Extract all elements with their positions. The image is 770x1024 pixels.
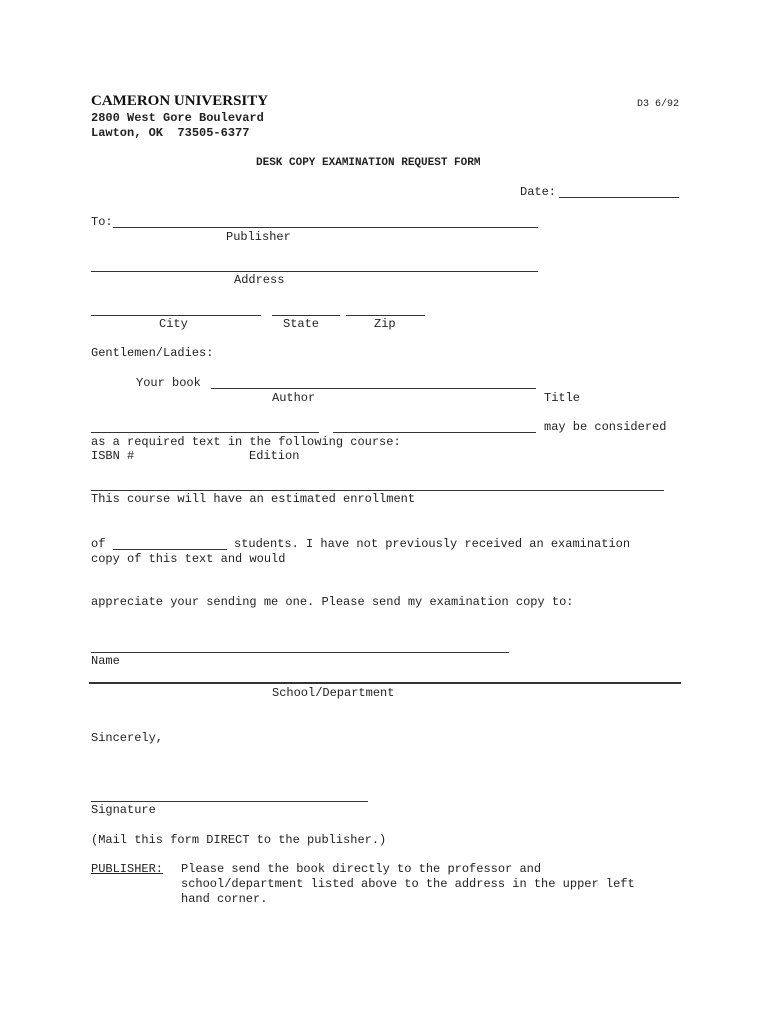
salutation: Gentlemen/Ladies: [91,346,214,360]
date-field[interactable] [559,197,679,198]
title-label: Title [544,391,581,405]
publisher-note-line-3: hand corner. [181,892,268,906]
address-label: Address [234,273,285,287]
edition-label: Edition [249,449,300,463]
zip-label: Zip [374,317,396,331]
state-field[interactable] [272,315,340,316]
address-line-1: 2800 West Gore Boulevard [91,111,264,125]
enrollment-text: This course will have an estimated enrollment [91,492,416,506]
closing: Sincerely, [91,731,164,745]
zip-field[interactable] [346,315,425,316]
signature-field[interactable] [91,801,368,802]
publisher-field[interactable] [113,227,538,228]
your-book-label: Your book [136,376,201,390]
form-title: DESK COPY EXAMINATION REQUEST FORM [256,157,481,169]
required-text: as a required text in the following course: [91,435,401,449]
address-line-2: Lawton, OK 73505-6377 [91,126,250,140]
name-label: Name [91,654,120,668]
author-field[interactable] [211,388,536,389]
isbn-field[interactable] [91,432,319,433]
state-label: State [283,317,320,331]
of-label: of [91,537,106,551]
mail-note: (Mail this form DIRECT to the publisher.) [91,833,387,847]
date-label: Date: [520,185,557,199]
address-field[interactable] [91,271,538,272]
isbn-label: ISBN # [91,449,135,463]
may-be-considered: may be considered [544,420,667,434]
to-label: To: [91,215,113,229]
publisher-note-label: PUBLISHER: [91,862,164,876]
name-field[interactable] [91,652,509,653]
course-field[interactable] [91,490,664,491]
edition-field[interactable] [333,432,536,433]
students-text: students. I have not previously received an examination [234,537,631,551]
enrollment-field[interactable] [113,549,227,550]
publisher-note-line-1: Please send the book directly to the professor and [181,862,542,876]
form-code: D3 6/92 [637,99,680,110]
publisher-label: Publisher [226,230,291,244]
school-department-label: School/Department [272,686,395,700]
author-label: Author [272,391,316,405]
signature-label: Signature [91,803,156,817]
appreciate-text: appreciate your sending me one. Please send my examination copy to: [91,595,574,609]
institution-name: CAMERON UNIVERSITY [91,93,269,109]
city-label: City [159,317,188,331]
publisher-note-line-2: school/department listed above to the address in the upper left [181,877,635,891]
school-department-field[interactable] [89,682,681,684]
copy-text: copy of this text and would [91,552,286,566]
city-field[interactable] [91,315,261,316]
